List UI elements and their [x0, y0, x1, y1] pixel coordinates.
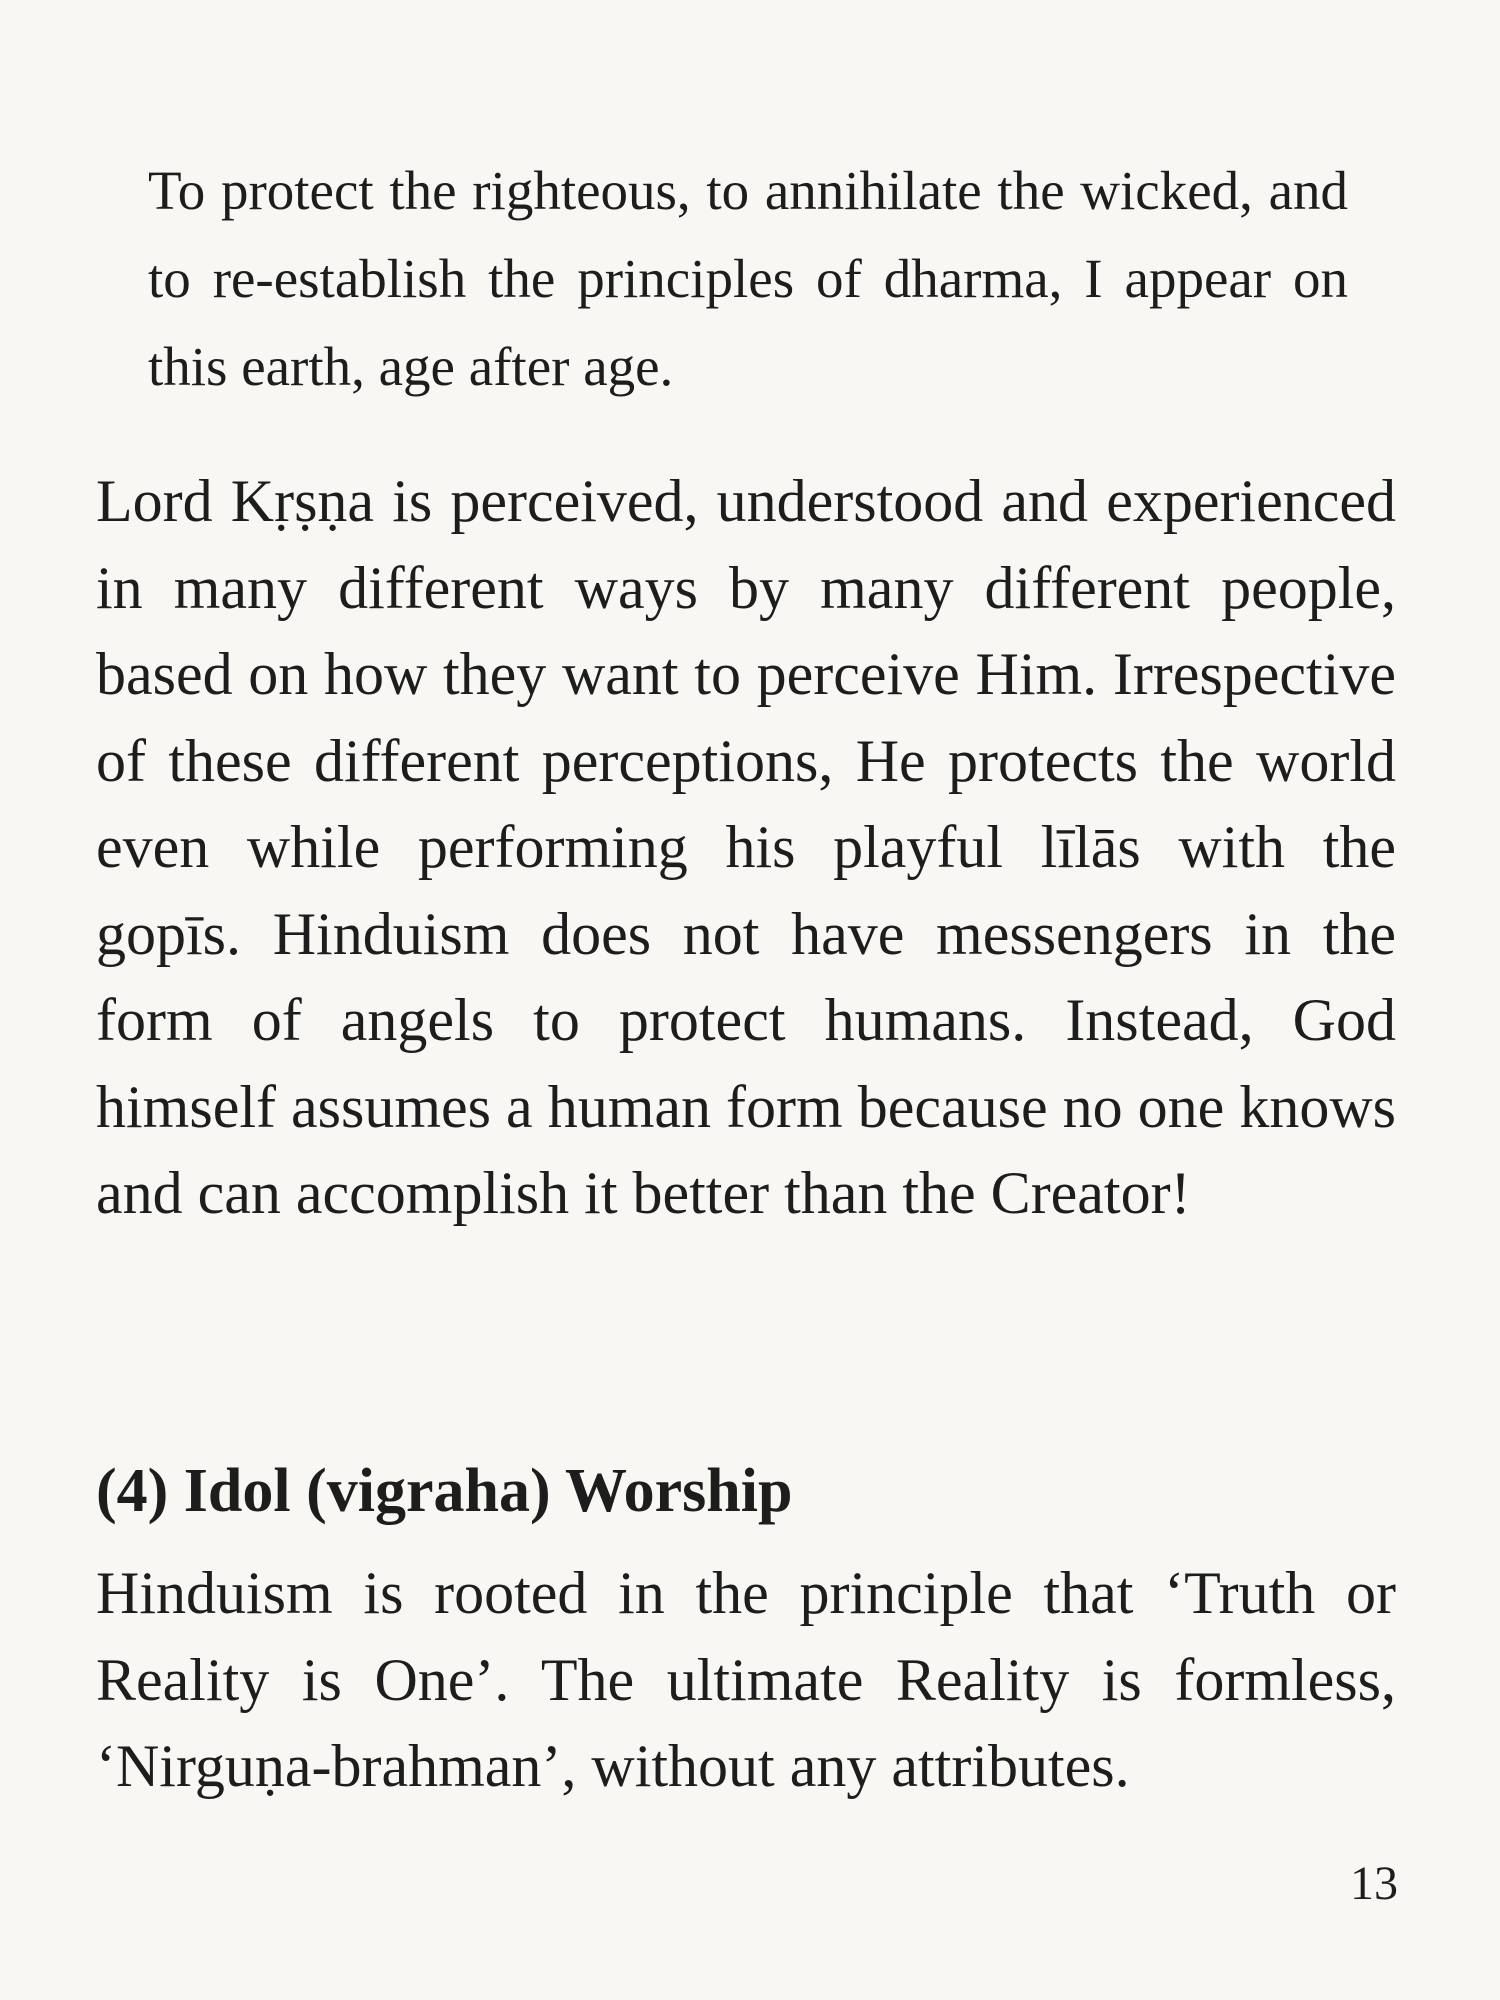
body-paragraph-idol-worship: Hinduism is rooted in the principle that ‘Truth or Reality is One’. The ultimate Reality is formless, ‘Nirguṇa-brahman’, without any attributes. [96, 1560, 1396, 1799]
verse-quote: To protect the righteous, to annihilate the wicked, and to re-establish the principles of dharma, I appear on this earth, age after age. [148, 160, 1348, 397]
body-paragraph-krsna: Lord Kṛṣṇa is perceived, understood and experienced in many different ways by many different people, based on how they want to perceive Him. Irrespective of these different perceptions, He protects the world even while performing his playful līlās with the gopīs. Hinduism does not have messengers in the form of angels to protect humans. Instead, God himself assumes a human form because no one knows and can accomplish it better than the Creator! [96, 468, 1396, 1226]
section-heading: (4) Idol (vigraha) Worship [96, 1457, 793, 1526]
page-number: 13 [1350, 1857, 1398, 1910]
